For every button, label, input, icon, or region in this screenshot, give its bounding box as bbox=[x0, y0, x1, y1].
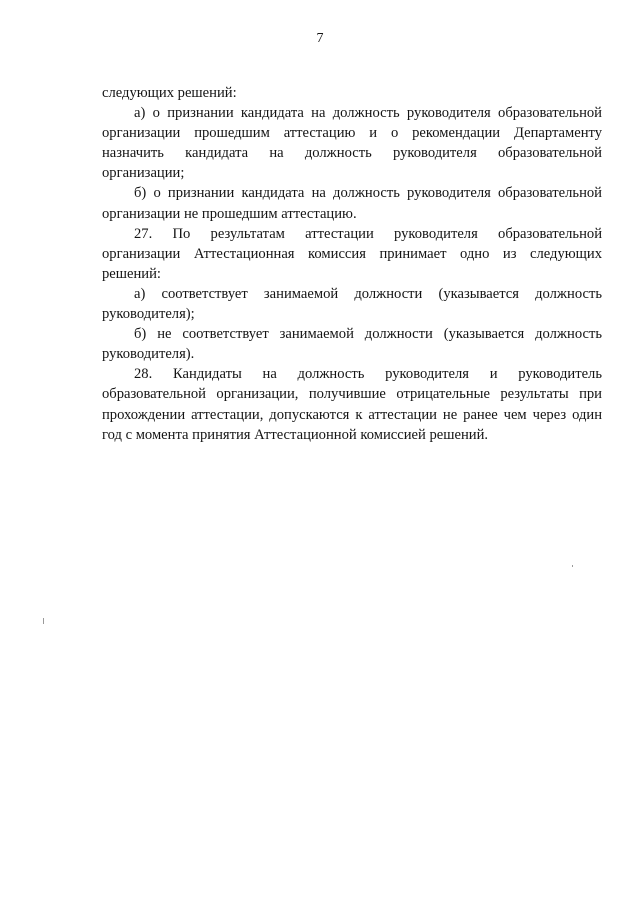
text-line: решений: bbox=[102, 265, 161, 282]
scan-speck bbox=[572, 565, 573, 567]
text-line: организации прошедшим аттестацию и о рекомендации Департаменту bbox=[102, 125, 602, 142]
text-line: 28. Кандидаты на должность руководителя и руководитель bbox=[134, 366, 602, 383]
scan-speck bbox=[43, 618, 44, 624]
text-line: образовательной организации, получившие отрицательные результаты при bbox=[102, 386, 602, 403]
text-line: б) не соответствует занимаемой должности (указывается должность bbox=[134, 326, 602, 343]
text-line: а) о признании кандидата на должность руководителя образовательной bbox=[134, 105, 602, 122]
text-line: б) о признании кандидата на должность руководителя образовательной bbox=[134, 185, 602, 202]
text-line: следующих решений: bbox=[102, 85, 237, 101]
text-line: прохождении аттестации, допускаются к аттестации не ранее чем через один bbox=[102, 406, 602, 423]
text-line: организации не прошедшим аттестацию. bbox=[102, 205, 357, 222]
text-line: организации Аттестационная комиссия принимает одно из следующих bbox=[102, 245, 602, 262]
text-line: 27. По результатам аттестации руководителя образовательной bbox=[134, 225, 602, 242]
document-body bbox=[102, 83, 602, 445]
page-number: 7 bbox=[316, 31, 324, 46]
text-line: руководителя). bbox=[102, 346, 195, 363]
text-line: организации; bbox=[102, 165, 185, 182]
text-line: а) соответствует занимаемой должности (указывается должность bbox=[134, 285, 602, 302]
text-line: назначить кандидата на должность руководителя образовательной bbox=[102, 145, 602, 162]
text-line: руководителя); bbox=[102, 306, 195, 323]
text-line: год с момента принятия Аттестационной комиссией решений. bbox=[102, 426, 489, 443]
